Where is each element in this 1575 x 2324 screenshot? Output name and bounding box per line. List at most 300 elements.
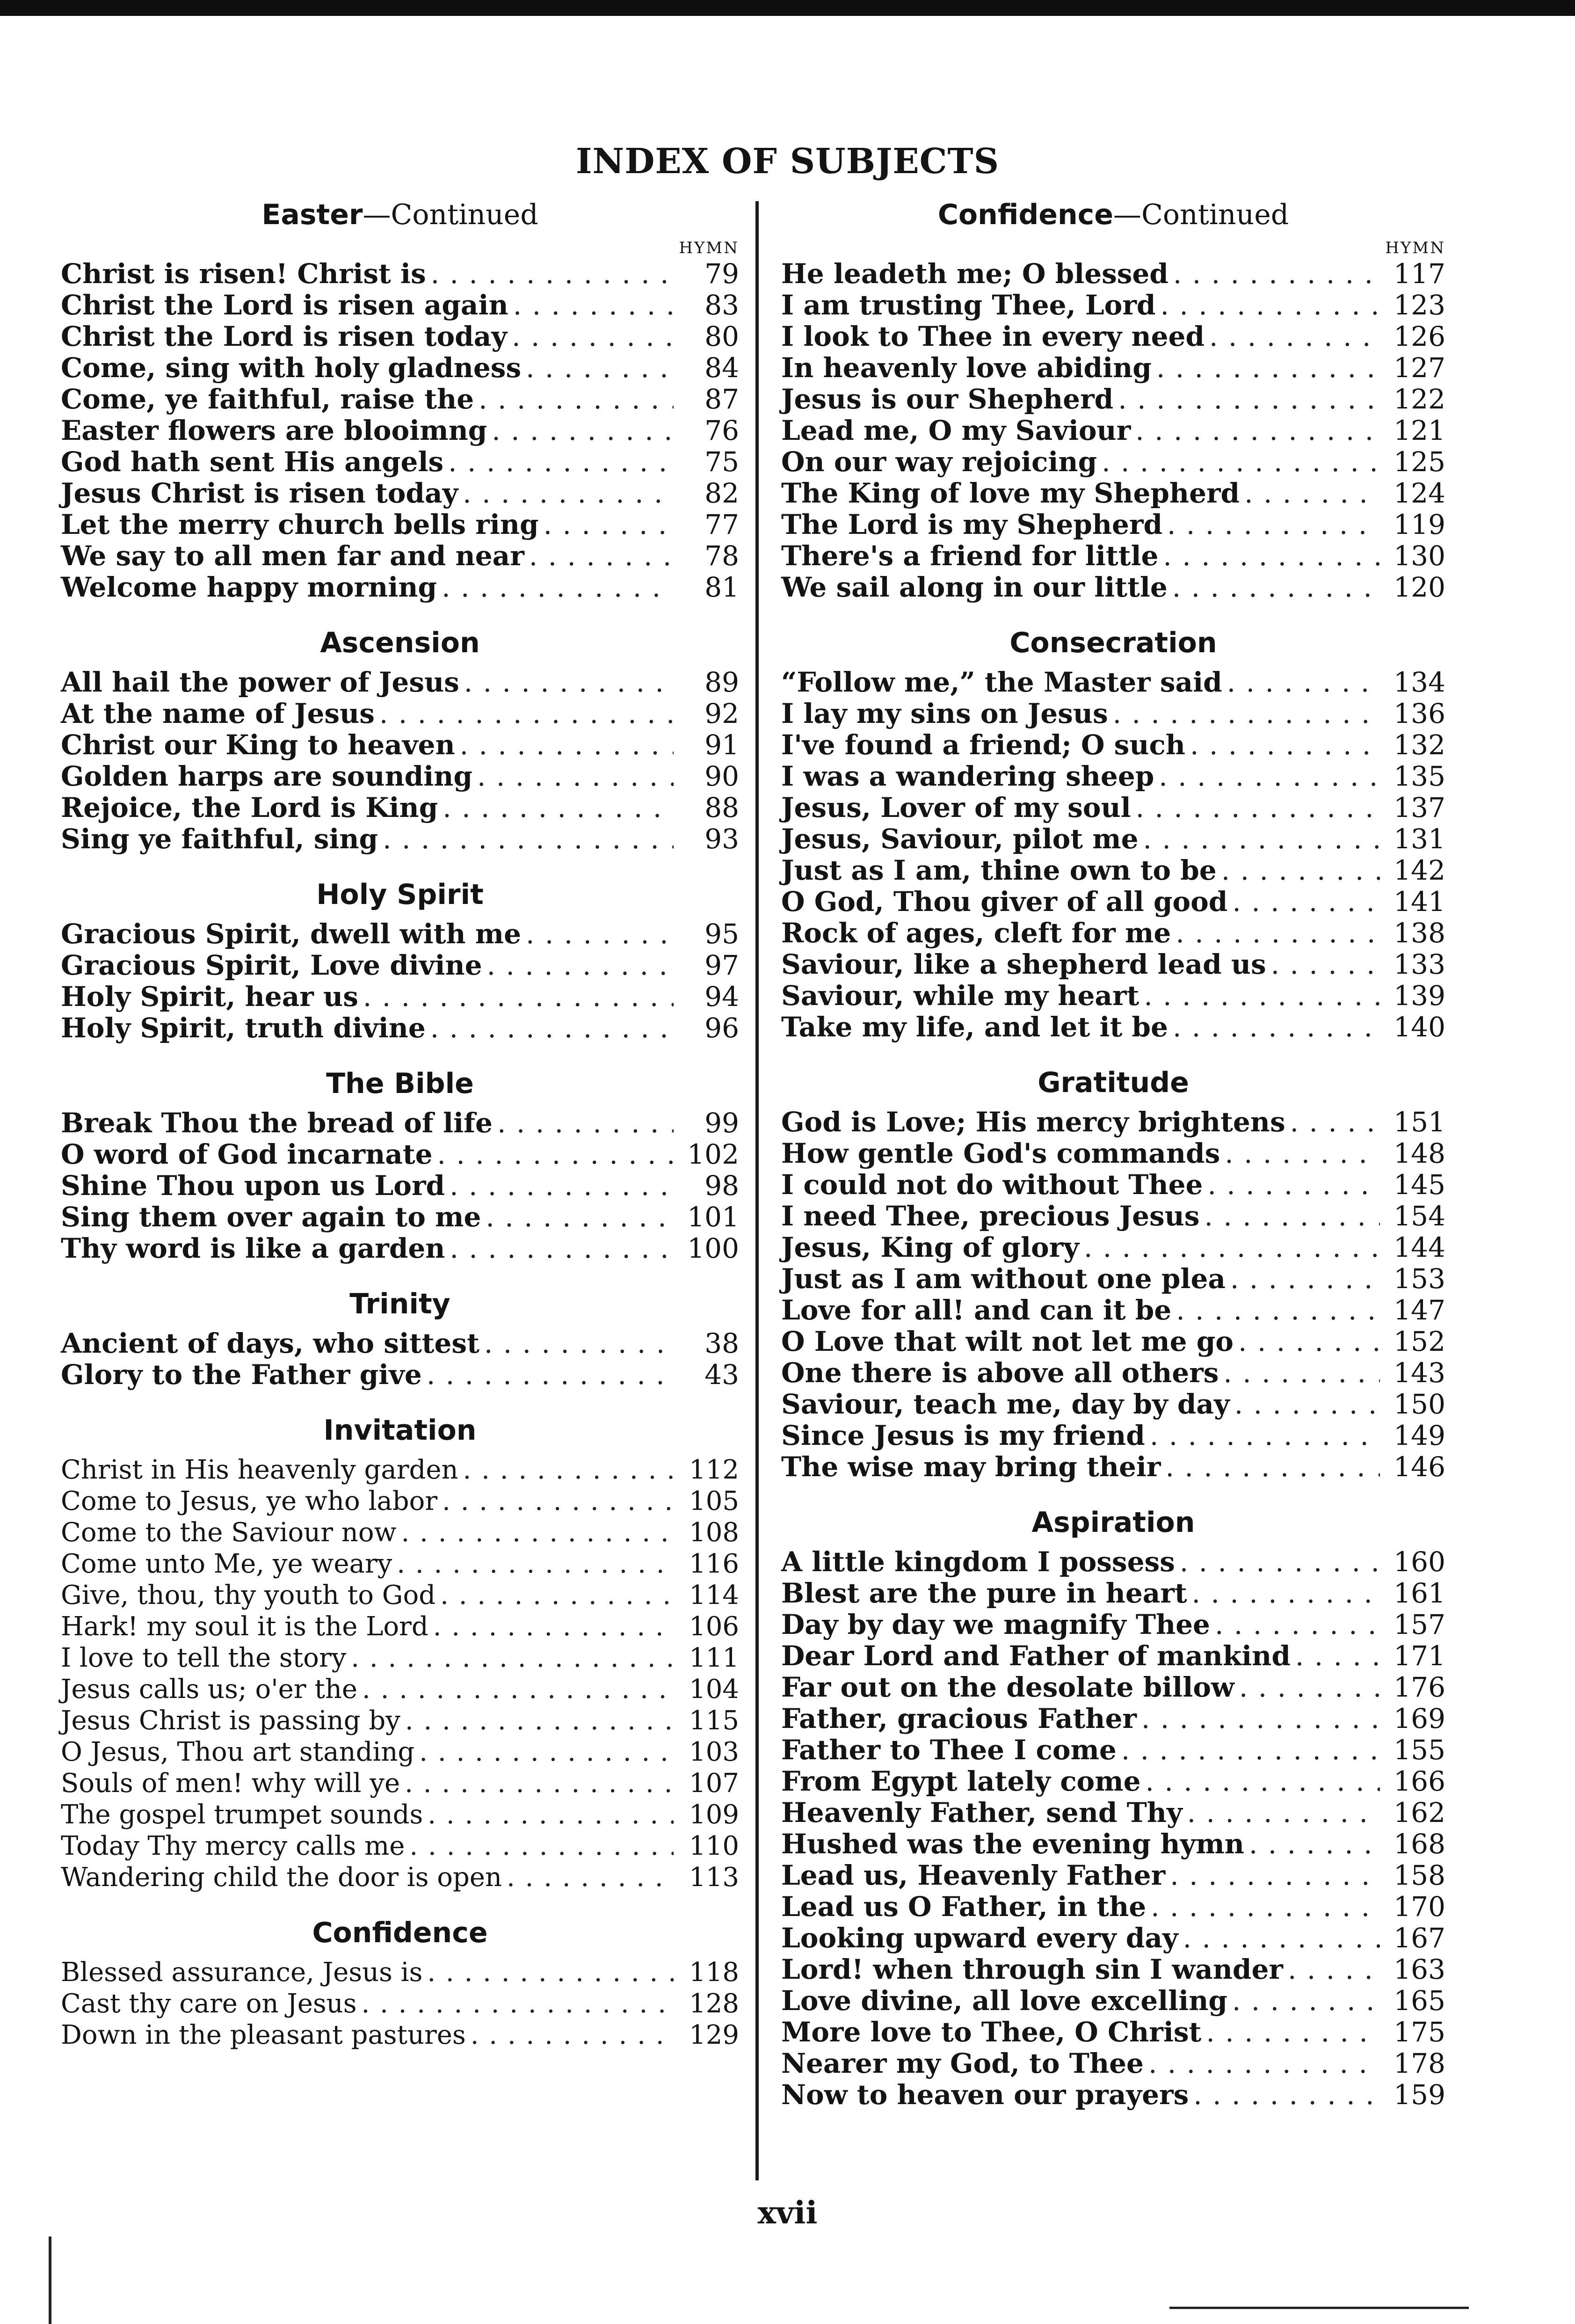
index-entry [61, 1957, 739, 1988]
dot-leader [379, 698, 674, 729]
index-section [61, 1412, 739, 1893]
dot-leader [1156, 352, 1380, 384]
dot-leader [405, 1705, 674, 1736]
dot-leader [1238, 1326, 1380, 1357]
hymn-title: At the name of Jesus [61, 698, 375, 729]
hymn-number: 149 [1394, 1420, 1445, 1451]
hymn-title: A little kingdom I possess [781, 1546, 1175, 1578]
hymn-number: 176 [1394, 1671, 1445, 1703]
dot-leader [1135, 415, 1380, 446]
hymn-title: Cast thy care on Jesus [61, 1989, 357, 2019]
hymn-number: 89 [704, 666, 739, 698]
hymn-title: Gracious Spirit, Love divine [61, 949, 482, 981]
hymn-number: 171 [1394, 1640, 1445, 1672]
hymn-title: Saviour, teach me, day by day [781, 1388, 1230, 1420]
hymn-number: 95 [704, 918, 739, 950]
hymn-title: All hail the power of Jesus [61, 666, 459, 698]
hymn-number: 121 [1394, 415, 1445, 446]
index-entry [61, 1202, 739, 1233]
index-entry [61, 1486, 739, 1517]
dot-leader [1206, 2017, 1380, 2048]
hymn-title: Jesus calls us; o'er the [61, 1674, 358, 1705]
dot-leader [430, 1013, 674, 1044]
index-entry [781, 1326, 1445, 1357]
hymn-title: Love divine, all love excelling [781, 1985, 1227, 2017]
dot-leader [362, 1674, 674, 1705]
hymn-number: 107 [689, 1768, 739, 1799]
index-entry [781, 823, 1445, 855]
index-entry [61, 950, 739, 981]
dot-leader [1207, 1169, 1380, 1201]
hymn-title: The King of love my Shepherd [781, 477, 1240, 509]
hymn-number: 136 [1394, 698, 1445, 729]
dot-leader [363, 981, 674, 1013]
dot-leader [463, 1454, 674, 1486]
dot-leader [401, 1517, 674, 1548]
section-heading-text: The Bible [326, 1067, 474, 1100]
index-entry [781, 446, 1445, 478]
dot-leader [442, 1486, 674, 1517]
index-entry [781, 1138, 1445, 1169]
index-entry [781, 1263, 1445, 1295]
hymn-title: Golden harps are sounding [61, 760, 472, 792]
hymn-title: On our way rejoicing [781, 446, 1097, 478]
hymn-title: Shine Thou upon us Lord [61, 1170, 445, 1202]
hymn-title: Gracious Spirit, dwell with me [61, 918, 521, 950]
section-heading-text: Aspiration [1031, 1506, 1195, 1539]
index-entry [61, 1799, 739, 1830]
hymn-title: O Jesus, Thou art standing [61, 1737, 415, 1767]
hymn-number: 108 [689, 1517, 739, 1548]
section-heading [61, 1412, 739, 1449]
index-entry [61, 352, 739, 384]
dot-leader [1193, 2079, 1380, 2111]
hymn-title: Saviour, while my heart [781, 980, 1140, 1012]
dot-leader [1173, 1012, 1380, 1043]
dot-leader [1190, 729, 1380, 761]
column-divider [755, 201, 759, 2180]
hymn-title: Today Thy mercy calls me [61, 1831, 405, 1861]
dot-leader [1209, 321, 1380, 352]
hymn-title: I could not do without Thee [781, 1169, 1203, 1201]
hymn-number: 162 [1394, 1797, 1445, 1829]
index-entry [781, 1766, 1445, 1797]
hymn-title: Come to Jesus, ye who labor [61, 1486, 438, 1516]
dot-leader [1102, 446, 1380, 478]
hymn-number: 118 [689, 1957, 739, 1988]
hymn-title: Christ our King to heaven [61, 729, 455, 761]
hymn-title: Day by day we magnify Thee [781, 1609, 1210, 1640]
dot-leader [492, 415, 674, 446]
hymn-number: 138 [1394, 917, 1445, 949]
index-entry [781, 1389, 1445, 1420]
dot-leader [1170, 1860, 1380, 1891]
hymn-number: 119 [1394, 509, 1445, 540]
index-entry [781, 1578, 1445, 1609]
hymn-number: 76 [704, 415, 739, 446]
dot-leader [1141, 1703, 1380, 1734]
index-entry [61, 1736, 739, 1768]
hymn-title: Jesus Christ is risen today [61, 477, 458, 509]
index-entry [61, 1862, 739, 1893]
dot-leader [487, 950, 674, 981]
index-section [61, 1915, 739, 2051]
top-border-rule [0, 0, 1575, 16]
section-heading [61, 197, 739, 233]
hymn-title: Jesus, King of glory [781, 1231, 1079, 1263]
index-entry [781, 1797, 1445, 1829]
hymn-title: Rock of ages, cleft for me [781, 917, 1171, 949]
section-heading [61, 625, 739, 661]
dot-leader [1295, 1640, 1380, 1672]
hymn-number: 150 [1394, 1388, 1445, 1420]
hymn-title: Now to heaven our prayers [781, 2079, 1189, 2111]
hymn-column-label: HYMN [1385, 239, 1445, 257]
hymn-title: I am trusting Thee, Lord [781, 289, 1156, 321]
hymn-title: Father to Thee I come [781, 1734, 1117, 1766]
index-entry [61, 509, 739, 540]
dot-leader [1249, 1829, 1380, 1860]
index-entry [781, 1923, 1445, 1954]
index-entry [781, 290, 1445, 321]
hymn-title: Just as I am, thine own to be [781, 854, 1217, 886]
hymn-title: There's a friend for little [781, 540, 1159, 572]
hymn-title: I lay my sins on Jesus [781, 698, 1108, 729]
dot-leader [1173, 258, 1380, 290]
hymn-number: 99 [704, 1107, 739, 1139]
hymn-number: 163 [1394, 1953, 1445, 1985]
index-entry [781, 1107, 1445, 1138]
dot-leader [1159, 761, 1380, 792]
hymn-number: 92 [704, 698, 739, 729]
hymn-title: We say to all men far and near [61, 540, 524, 572]
dot-leader [1172, 572, 1380, 603]
hymn-title: Come, sing with holy gladness [61, 352, 522, 384]
hymn-title: Take my life, and let it be [781, 1011, 1168, 1043]
dot-leader [1176, 918, 1380, 949]
dot-leader [460, 729, 674, 761]
index-entry [61, 1359, 739, 1391]
hymn-title: O Love that wilt not let me go [781, 1326, 1234, 1357]
hymn-number: 147 [1394, 1294, 1445, 1326]
index-entry [61, 1705, 739, 1736]
dot-leader [397, 1548, 674, 1580]
hymn-title: Wandering child the door is open [61, 1862, 502, 1893]
hymn-number: 111 [689, 1643, 739, 1673]
continued-label: —Continued [1113, 198, 1289, 231]
index-entry [61, 1013, 739, 1044]
hymn-title: Father, gracious Father [781, 1703, 1137, 1734]
hymn-number: 137 [1394, 792, 1445, 823]
index-entry [61, 321, 739, 352]
index-entry [781, 258, 1445, 290]
hymn-title: Come unto Me, ye weary [61, 1549, 392, 1579]
hymn-number: 135 [1394, 760, 1445, 792]
hymn-number: 43 [704, 1359, 739, 1391]
hymn-number: 151 [1394, 1106, 1445, 1138]
dot-leader [448, 446, 674, 478]
hymn-number: 116 [689, 1549, 739, 1579]
dot-leader [1234, 1389, 1380, 1420]
dot-leader [437, 1139, 674, 1170]
index-entry [781, 1357, 1445, 1389]
hymn-title: He leadeth me; O blessed [781, 258, 1169, 290]
dot-leader [1271, 949, 1380, 980]
hymn-number: 158 [1394, 1859, 1445, 1891]
index-entry [61, 981, 739, 1013]
hymn-title: The wise may bring their [781, 1451, 1161, 1483]
dot-leader [433, 1611, 674, 1642]
hymn-column-label: HYMN [679, 239, 739, 257]
section-heading [781, 1064, 1445, 1101]
index-entry [61, 1548, 739, 1580]
hymn-number: 114 [689, 1580, 739, 1610]
dot-leader [1148, 2048, 1380, 2079]
index-entry [61, 540, 739, 572]
dot-leader [484, 1328, 674, 1359]
hymn-number: 131 [1394, 823, 1445, 855]
hymn-number: 127 [1394, 352, 1445, 384]
section-heading [781, 1504, 1445, 1541]
hymn-title: Lead me, O my Saviour [781, 415, 1131, 446]
index-entry [61, 446, 739, 478]
index-entry [781, 2079, 1445, 2111]
hymn-number: 38 [704, 1327, 739, 1359]
hymn-title: “Follow me,” the Master said [781, 666, 1222, 698]
index-entry [61, 667, 739, 698]
index-entry [61, 572, 739, 603]
hymn-number: 160 [1394, 1546, 1445, 1578]
index-entry [61, 1611, 739, 1642]
hymn-number: 168 [1394, 1828, 1445, 1860]
index-entry [781, 1640, 1445, 1672]
dot-leader [1144, 980, 1380, 1012]
hymn-title: Jesus, Lover of my soul [781, 792, 1131, 823]
hymn-title: More love to Thee, O Christ [781, 2016, 1202, 2048]
dot-leader [477, 761, 674, 792]
section-heading-text: Gratitude [1038, 1066, 1189, 1099]
index-entry [61, 258, 739, 290]
hymn-title: Lead us O Father, in the [781, 1891, 1147, 1923]
index-entry [781, 1672, 1445, 1703]
index-section [61, 1065, 739, 1264]
hymn-title: Since Jesus is my friend [781, 1420, 1145, 1451]
index-entry [61, 384, 739, 415]
index-entry [781, 1232, 1445, 1263]
hymn-number: 142 [1394, 854, 1445, 886]
index-entry [781, 1201, 1445, 1232]
index-entry [61, 1328, 739, 1359]
hymn-title: Just as I am without one plea [781, 1263, 1226, 1295]
hymn-number: 78 [704, 540, 739, 572]
dot-leader [1232, 886, 1380, 918]
dot-leader [1204, 1201, 1380, 1232]
section-heading [781, 197, 1445, 233]
hymn-title: We sail along in our little [781, 571, 1168, 603]
hymn-number: 167 [1394, 1922, 1445, 1954]
dot-leader [440, 1580, 674, 1611]
dot-leader [442, 572, 674, 603]
hymn-number: 101 [687, 1201, 739, 1233]
index-entry [61, 918, 739, 950]
index-entry [61, 415, 739, 446]
hymn-title: Blest are the pure in heart [781, 1577, 1187, 1609]
hymn-title: Come, ye faithful, raise the [61, 383, 474, 415]
page-number: xvii [757, 2194, 818, 2231]
index-entry [781, 949, 1445, 980]
index-entry [781, 980, 1445, 1012]
hymn-number: 153 [1394, 1263, 1445, 1295]
hymn-number: 148 [1394, 1137, 1445, 1169]
hymn-title: Far out on the desolate billow [781, 1671, 1234, 1703]
dot-leader [1167, 509, 1380, 540]
index-entry [781, 2048, 1445, 2079]
hymn-title: Rejoice, the Lord is King [61, 792, 438, 823]
hymn-number: 139 [1394, 980, 1445, 1012]
section-heading [61, 1915, 739, 1951]
dot-leader [1221, 855, 1380, 886]
hymn-number: 98 [704, 1170, 739, 1202]
section-heading [61, 876, 739, 913]
section-heading-text: Consecration [1009, 627, 1217, 659]
dot-leader [427, 1359, 674, 1391]
dot-leader [486, 1202, 674, 1233]
dot-leader [1227, 667, 1380, 698]
hymn-title: Jesus, Saviour, pilot me [781, 823, 1139, 855]
hymn-number: 170 [1394, 1891, 1445, 1923]
dot-leader [1143, 823, 1380, 855]
hymn-title: Love for all! and can it be [781, 1294, 1172, 1326]
dot-leader [513, 290, 674, 321]
hymn-number: 109 [689, 1799, 739, 1830]
index-entry [61, 761, 739, 792]
dot-leader [1084, 1232, 1380, 1263]
hymn-number: 157 [1394, 1609, 1445, 1640]
dot-leader [1180, 1546, 1380, 1578]
hymn-title: Souls of men! why will ye [61, 1768, 400, 1799]
index-entry [781, 352, 1445, 384]
hymn-title: Looking upward every day [781, 1922, 1178, 1954]
hymn-title: Let the merry church bells ring [61, 509, 539, 540]
hymn-title: Holy Spirit, hear us [61, 981, 358, 1013]
dot-leader [526, 352, 674, 384]
section-heading-text: Invitation [323, 1414, 477, 1447]
hymn-number: 175 [1394, 2016, 1445, 2048]
hymn-number: 145 [1394, 1169, 1445, 1201]
dot-leader [383, 823, 674, 855]
index-section [61, 1286, 739, 1391]
section-heading-text: Ascension [320, 627, 480, 659]
index-entry [781, 729, 1445, 761]
hymn-number: 84 [704, 352, 739, 384]
hymn-number: 115 [689, 1705, 739, 1736]
hymn-number: 105 [689, 1486, 739, 1516]
index-section [781, 197, 1445, 603]
dot-leader [464, 667, 674, 698]
hymn-title: I was a wandering sheep [781, 760, 1154, 792]
hymn-title: O word of God incarnate [61, 1138, 433, 1170]
hymn-number: 77 [704, 509, 739, 540]
hymn-number: 120 [1394, 571, 1445, 603]
index-section [61, 876, 739, 1044]
index-entry [781, 321, 1445, 352]
hymn-title: Christ the Lord is risen again [61, 289, 508, 321]
hymn-number: 154 [1394, 1200, 1445, 1232]
dot-leader [1136, 792, 1380, 823]
hymn-title: O God, Thou giver of all good [781, 886, 1228, 918]
index-entry [781, 1703, 1445, 1734]
index-entry [781, 761, 1445, 792]
section-heading-text: Holy Spirit [316, 878, 484, 911]
hymn-title: Lord! when through sin I wander [781, 1953, 1283, 1985]
dot-leader [471, 2019, 674, 2051]
index-entry [61, 290, 739, 321]
left-column [61, 197, 739, 2051]
hymn-title: Christ in His heavenly garden [61, 1455, 458, 1485]
index-entry [781, 792, 1445, 823]
dot-leader [1244, 478, 1380, 509]
section-heading-text: Easter [261, 198, 363, 231]
index-entry [781, 540, 1445, 572]
dot-leader [1288, 1954, 1380, 1985]
index-entry [61, 1107, 739, 1139]
hymn-title: Hushed was the evening hymn [781, 1828, 1244, 1860]
hymn-number: 134 [1394, 666, 1445, 698]
hymn-number: 178 [1394, 2047, 1445, 2079]
section-heading [781, 625, 1445, 661]
hymn-number: 97 [704, 949, 739, 981]
index-entry [61, 1517, 739, 1548]
hymn-number: 144 [1394, 1231, 1445, 1263]
dot-leader [1163, 540, 1380, 572]
hymn-title: I've found a friend; O such [781, 729, 1185, 761]
dot-leader [1151, 1891, 1380, 1923]
hymn-number: 91 [704, 729, 739, 761]
hymn-title: Hark! my soul it is the Lord [61, 1611, 428, 1642]
index-entry [781, 1985, 1445, 2017]
index-entry [781, 572, 1445, 603]
hymn-number: 123 [1394, 289, 1445, 321]
hymn-number: 155 [1394, 1734, 1445, 1766]
dot-leader [529, 540, 674, 572]
index-entry [781, 918, 1445, 949]
index-entry [61, 1674, 739, 1705]
hymn-title: One there is above all others [781, 1357, 1219, 1389]
index-entry [61, 823, 739, 855]
dot-leader [443, 792, 674, 823]
hymn-number: 106 [689, 1611, 739, 1642]
hymn-number: 80 [704, 321, 739, 352]
index-entry [781, 1420, 1445, 1451]
hymn-number: 140 [1394, 1011, 1445, 1043]
index-entry [781, 384, 1445, 415]
margin-mark [49, 2237, 51, 2324]
hymn-number: 110 [689, 1831, 739, 1861]
dot-leader [351, 1642, 674, 1674]
dot-leader [419, 1736, 674, 1768]
dot-leader [1118, 384, 1380, 415]
hymn-title: I look to Thee in every need [781, 321, 1205, 352]
hymn-number: 113 [689, 1862, 739, 1893]
dot-leader [1166, 1451, 1380, 1483]
dot-leader [1232, 1985, 1380, 2017]
hymn-title: The Lord is my Shepherd [781, 509, 1163, 540]
hymn-title: Down in the pleasant pastures [61, 2020, 466, 2050]
dot-leader [1160, 290, 1380, 321]
index-entry [781, 886, 1445, 918]
index-section [781, 625, 1445, 1043]
index-entry [781, 1546, 1445, 1578]
